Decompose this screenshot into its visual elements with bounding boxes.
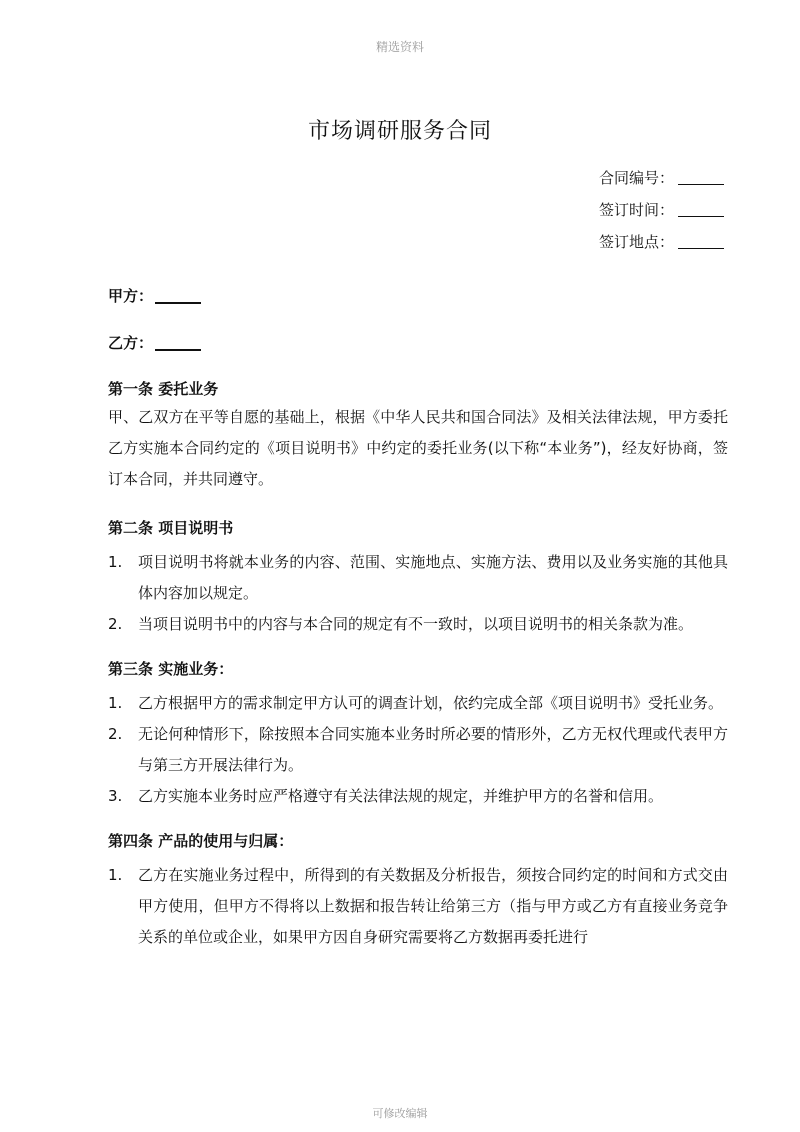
party-a-row (108, 284, 201, 306)
sign-place-label: 签订地点： (598, 233, 674, 251)
party-b-label: 乙方： (108, 334, 154, 352)
sign-time-blank[interactable] (678, 198, 724, 217)
sign-place-row (524, 229, 724, 261)
section-1-heading: 第一条 委托业务 (108, 380, 219, 398)
item-number: 1. (108, 866, 123, 884)
contract-meta (524, 165, 724, 261)
item-number: 2. (108, 725, 123, 743)
header-note: 精选资料 (375, 40, 424, 54)
item-text: 项目说明书将就本业务的内容、范围、实施地点、实施方法、费用以及业务实施的其他具体内容加以规定。 (138, 553, 728, 602)
section-3-item (108, 781, 728, 812)
item-number: 2. (108, 615, 123, 633)
contract-body (108, 376, 728, 953)
party-a-blank[interactable] (155, 284, 201, 304)
section-2-item (108, 547, 728, 609)
sign-place-blank[interactable] (678, 230, 724, 249)
party-b-blank[interactable] (155, 331, 201, 351)
contract-number-row (524, 165, 724, 197)
sign-time-label: 签订时间： (598, 201, 674, 219)
section-4-item (108, 860, 728, 953)
section-3-item (108, 688, 728, 719)
contract-number-blank[interactable] (678, 166, 724, 185)
item-number: 3. (108, 787, 123, 805)
document-title: 市场调研服务合同 (307, 119, 492, 144)
section-3-heading: 第三条 实施业务： (108, 660, 234, 678)
item-text: 乙方根据甲方的需求制定甲方认可的调查计划，依约完成全部《项目说明书》受托业务。 (138, 694, 724, 712)
section-3-item (108, 719, 728, 781)
item-text: 乙方在实施业务过程中，所得到的有关数据及分析报告，须按合同约定的时间和方式交由甲方使用，但甲方不得将以上数据和报告转让给第三方（指与甲方或乙方有直接业务竞争关系的单位或企业，如果甲方因自身研究需要将乙方数据再委托进行 (138, 866, 728, 946)
item-text: 乙方实施本业务时应严格遵守有关法律法规的规定，并维护甲方的名誉和信用。 (138, 787, 664, 805)
party-a-label: 甲方： (108, 287, 154, 305)
party-b-row (108, 331, 201, 353)
item-number: 1. (108, 694, 123, 712)
section-1-body: 甲、乙双方在平等自愿的基础上，根据《中华人民共和国合同法》及相关法律法规，甲方委托乙方实施本合同约定的《项目说明书》中约定的委托业务(以下称“本业务”)，经友好协商，签订本合同，并共同遵守。 (108, 408, 728, 488)
section-4-heading: 第四条 产品的使用与归属： (108, 832, 294, 850)
item-text: 当项目说明书中的内容与本合同的规定有不一致时，以项目说明书的相关条款为准。 (138, 615, 694, 633)
contract-number-label: 合同编号： (598, 169, 674, 187)
section-2-item (108, 609, 728, 640)
section-2-heading: 第二条 项目说明书 (108, 519, 234, 537)
footer-note: 可修改编辑 (372, 1107, 428, 1120)
item-text: 无论何种情形下，除按照本合同实施本业务时所必要的情形外，乙方无权代理或代表甲方与第三方开展法律行为。 (138, 725, 728, 774)
item-number: 1. (108, 553, 123, 571)
sign-time-row (524, 197, 724, 229)
